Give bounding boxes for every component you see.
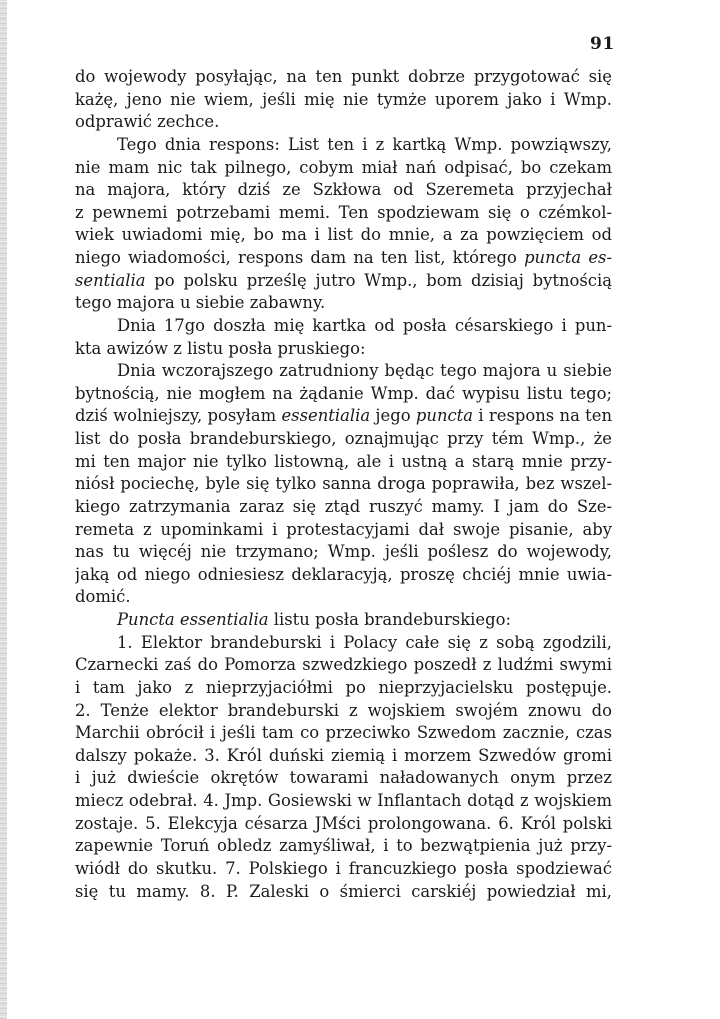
text-line: się tu mamy. 8. P. Zaleski o śmierci carskiéj powiedział mi, <box>75 881 612 901</box>
text-line: i już dwieście okrętów towarami naładowanych onym przez <box>75 768 612 788</box>
text-line: Czarnecki zaś do Pomorza szwedzkiego poszedł z ludźmi swymi <box>75 655 612 675</box>
text-line: Tego dnia respons: List ten i z kartką Wmp. powziąwszy, <box>117 134 612 154</box>
text-line-italic-heading: Puncta essentialia listu posła brandeburskiego: <box>117 610 511 629</box>
text-line: wiódł do skutku. 7. Polskiego i francuzkiego posła spodziewać <box>75 858 612 878</box>
text-line: Marchii obrócił i jeśli tam co przeciwko Szwedom zacznie, czas <box>75 723 612 743</box>
text-line: Dnia wczorajszego zatrudniony będąc tego majora u siebie <box>117 361 612 381</box>
text-line: jaką od niego odniesiesz deklaracyją, proszę chciéj mnie uwia- <box>75 564 612 584</box>
body-text <box>75 66 612 903</box>
text-line: miecz odebrał. 4. Jmp. Gosiewski w Inflantach dotąd z wojskiem <box>75 791 612 810</box>
text-line: niego wiadomości, respons dam na ten list, którego puncta es- <box>75 248 612 267</box>
text-line: i tam jako z nieprzyjaciółmi po nieprzyjacielsku postępuje. <box>75 677 612 697</box>
text-line: list do posła brandeburskiego, oznajmując przy tém Wmp., że <box>75 429 612 448</box>
text-line: odprawić zechce. <box>75 112 220 132</box>
text-line: domić. <box>75 587 131 607</box>
text-line: wiek uwiadomi mię, bo ma i list do mnie, a za powzięciem od <box>75 225 612 245</box>
text-line: na majora, który dziś ze Szkłowa od Szeremeta przyjechał <box>75 180 612 200</box>
text-line: do wojewody posyłając, na ten punkt dobrze przygotować się <box>75 67 612 86</box>
text-line: sentialia po polsku prześlę jutro Wmp., bom dzisiaj bytnością <box>75 270 612 290</box>
page-number: 91 <box>590 34 615 54</box>
text-line: dziś wolniejszy, posyłam essentialia jego puncta i respons na ten <box>75 406 612 426</box>
text-line: bytnością, nie mogłem na żądanie Wmp. dać wypisu listu tego; <box>75 383 612 403</box>
text-line: nas tu więcéj nie trzymano; Wmp. jeśli poślesz do wojewody, <box>75 542 612 562</box>
text-line: niósł pociechę, byle się tylko sanna droga poprawiła, bez wszel- <box>75 474 612 494</box>
text-line: zapewnie Toruń obledz zamyśliwał, i to bezwątpienia już przy- <box>75 836 612 856</box>
text-line: mi ten major nie tylko listowną, ale i ustną a starą mnie przy- <box>75 451 612 471</box>
text-line: 1. Elektor brandeburski i Polacy całe się z sobą zgodzili, <box>117 632 612 652</box>
text-line: kta awizów z listu posła pruskiego: <box>75 338 366 358</box>
text-line: Dnia 17go doszła mię kartka od posła césarskiego i pun- <box>117 315 612 335</box>
text-line: 2. Tenże elektor brandeburski z wojskiem swojém znowu do <box>75 700 612 720</box>
text-line: kiego zatrzymania zaraz się ztąd ruszyć mamy. I jam do Sze- <box>75 496 612 516</box>
text-line: każę, jeno nie wiem, jeśli mię nie tymże uporem jako i Wmp. <box>75 89 612 109</box>
text-line: remeta z upominkami i protestacyjami dał swoje pisanie, aby <box>75 519 612 539</box>
text-line: zostaje. 5. Elekcyja césarza JMści prolongowana. 6. Król polski <box>75 813 612 833</box>
text-line: z pewnemi potrzebami memi. Ten spodziewam się o czémkol- <box>75 202 612 222</box>
page-binding-edge <box>0 0 7 1019</box>
text-line: nie mam nic tak pilnego, cobym miał nań odpisać, bo czekam <box>75 157 612 177</box>
text-line: dalszy pokaże. 3. Król duński ziemią i morzem Szwedów gromi <box>75 745 612 765</box>
text-line: tego majora u siebie zabawny. <box>75 293 326 313</box>
